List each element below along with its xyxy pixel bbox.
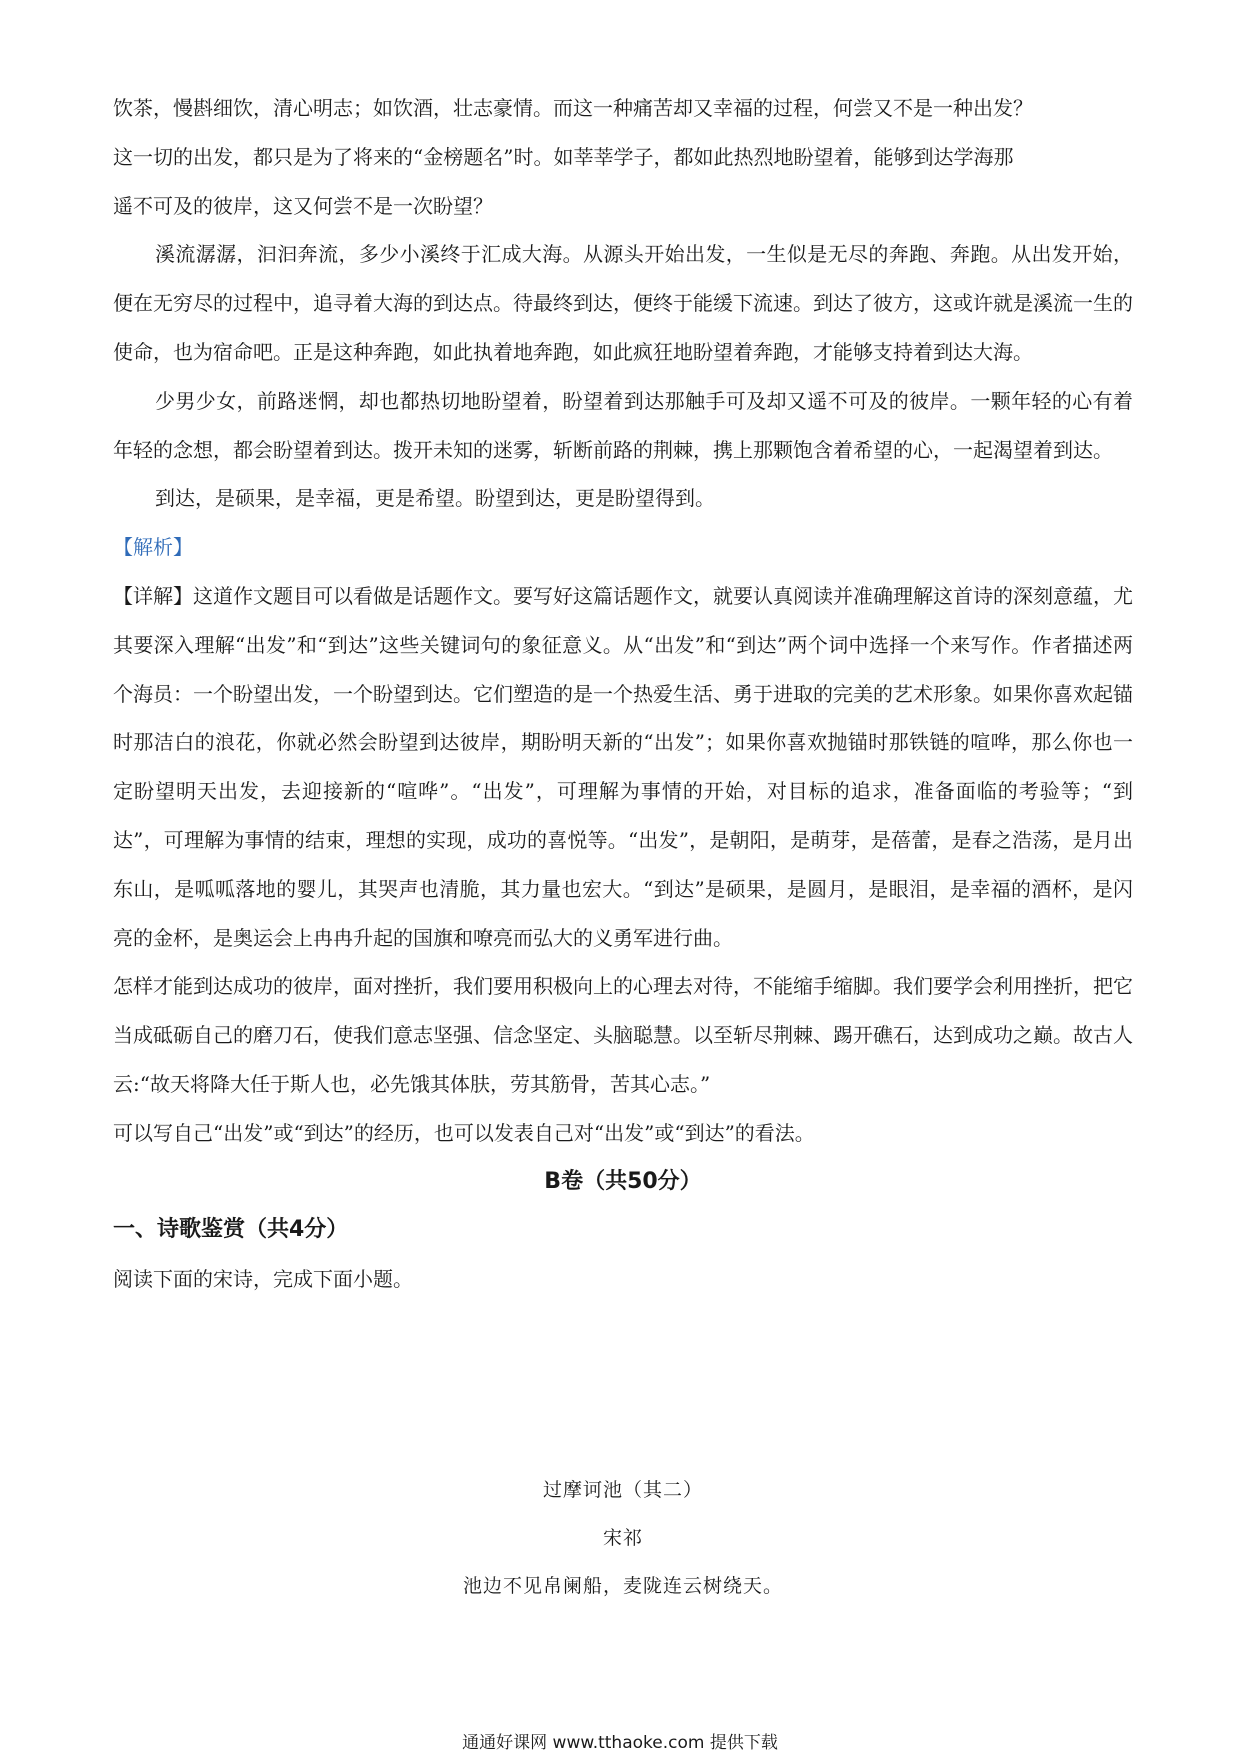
essay-p1-line-2: 这一切的出发，都只是为了将来的“金榜题名”时。如莘莘学子，都如此热烈地盼望着，能够到达学海那 bbox=[113, 144, 1014, 169]
essay-paragraph-1 bbox=[113, 84, 1133, 230]
poem-block bbox=[113, 1466, 1133, 1610]
instruction: 阅读下面的宋诗，完成下面小题。 bbox=[113, 1267, 413, 1292]
section-b-title: B卷（共50分） bbox=[544, 1168, 702, 1194]
essay-paragraph-2: 溪流潺潺，汩汩奔流，多少小溪终于汇成大海。从源头开始出发，一生似是无尽的奔跑、奔跑。从出发开始，便在无穷尽的过程中，追寻着大海的到达点。待最终到达，便终于能缓下流速。到达了彼方，这或许就是溪流一生的使命，也为宿命吧。正是这种奔跑，如此执着地奔跑，如此疯狂地盼望着奔跑，才能够支持着到达大海。 bbox=[113, 242, 1133, 364]
detail-text: 这道作文题目可以看做是话题作文。要写好这篇话题作文，就要认真阅读并准确理解这首诗的深刻意蕴，尤其要深入理解“出发”和“到达”这些关键词句的象征意义。从“出发”和“到达”两个词中选择一个来写作。作者描述两个海员：一个盼望出发，一个盼望到达。它们塑造的是一个热爱生活、勇于进取的完美的艺术形象。如果你喜欢起锚时那洁白的浪花，你就必然会盼望到达彼岸，期盼明天新的“出发”；如果你喜欢抛锚时那铁链的喧哗，那么你也一定盼望明天出发，去迎接新的“喧哗”。“出发”，可理解为事情的开始，对目标的追求，准备面临的考验等；“到达”，可理解为事情的结束，理想的实现，成功的喜悦等。“出发”，是朝阳，是萌芽，是蓓蕾，是春之浩荡，是月出东山，是呱呱落地的婴儿，其哭声也清脆，其力量也宏大。“到达”是硕果，是圆月，是眼泪，是幸福的酒杯，是闪亮的金杯，是奥运会上冉冉升起的国旗和嘹亮而弘大的义勇军进行曲。 bbox=[113, 583, 1133, 950]
essay-paragraph-4: 到达，是硕果，是幸福，更是希望。盼望到达，更是盼望得到。 bbox=[155, 486, 715, 511]
poem-line-1: 池边不见帛阑船，麦陇连云树绕天。 bbox=[462, 1575, 783, 1597]
part1-title: 一、诗歌鉴赏（共4分） bbox=[113, 1217, 349, 1243]
essay-p1-line-3: 遥不可及的彼岸，这又何尝不是一次盼望？ bbox=[113, 193, 493, 218]
detail-label: 【详解】 bbox=[113, 583, 193, 608]
essay-p1-line-1: 饮茶，慢斟细饮，清心明志；如饮酒，壮志豪情。而这一种痛苦却又幸福的过程，何尝又不是一种出发？ bbox=[113, 96, 1033, 120]
poem-title: 过摩诃池（其二） bbox=[542, 1479, 703, 1501]
poem-author: 宋祁 bbox=[602, 1527, 643, 1549]
essay-body bbox=[113, 84, 1133, 1304]
analysis-paragraph-2: 怎样才能到达成功的彼岸，面对挫折，我们要用积极向上的心理去对待，不能缩手缩脚。我们要学会利用挫折，把它当成砥砺自己的磨刀石，使我们意志坚强、信念坚定、头脑聪慧。以至斩尽荆棘、踢开礁石，达到成功之巅。故古人云:“故天将降大任于斯人也，必先饿其体肤，劳其筋骨，苦其心志。” bbox=[113, 974, 1133, 1096]
analysis-paragraph-3: 可以写自己“出发”或“到达”的经历，也可以发表自己对“出发”或“到达”的看法。 bbox=[113, 1120, 815, 1145]
footer-watermark: 通通好课网 www.tthaoke.com 提供下载 bbox=[462, 1733, 778, 1753]
essay-paragraph-3: 少男少女，前路迷惘，却也都热切地盼望着，盼望着到达那触手可及却又遥不可及的彼岸。一颗年轻的心有着年轻的念想，都会盼望着到达。拨开未知的迷雾，斩断前路的荆棘，携上那颗饱含着希望的心，一起渴望着到达。 bbox=[113, 388, 1133, 462]
analysis-label: 【解析】 bbox=[113, 535, 193, 560]
analysis-detail bbox=[113, 572, 1133, 962]
